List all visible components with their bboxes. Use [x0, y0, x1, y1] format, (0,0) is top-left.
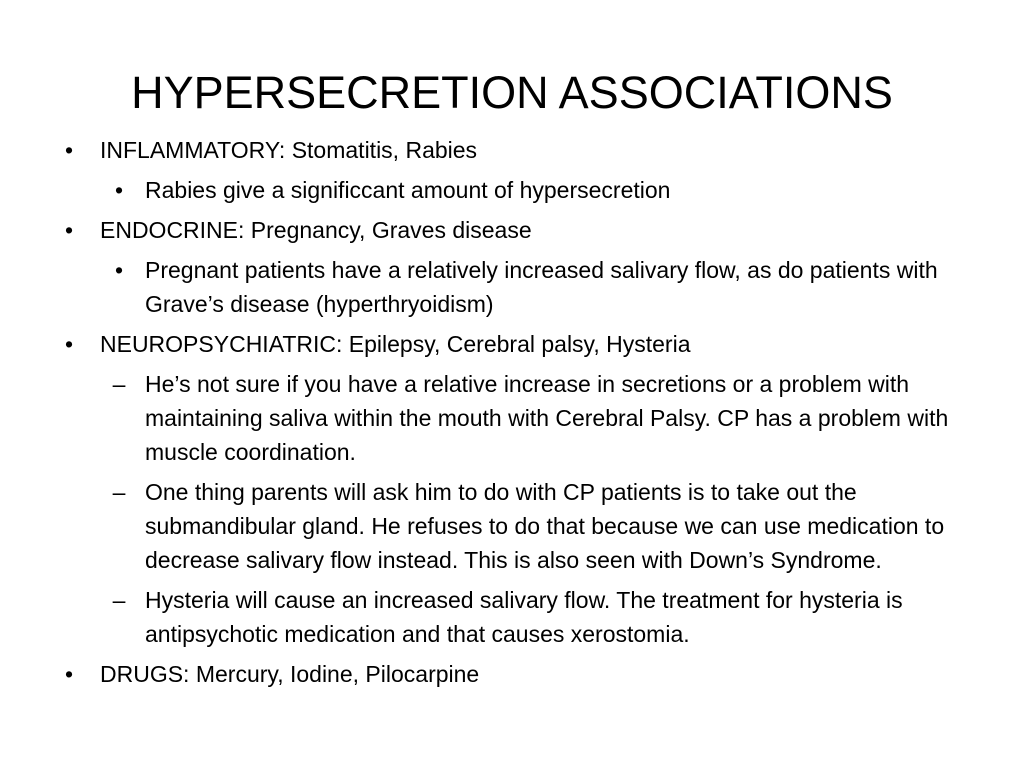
bullet-marker: •	[64, 661, 74, 687]
dash-marker: –	[112, 371, 126, 397]
bullet-text: Rabies give a significcant amount of hypersecretion	[145, 177, 671, 203]
bullet-text: One thing parents will ask him to do with CP patients is to take out the submandibular gland. He refuses to do that because we can use medication to decrease salivary flow instead. This is also seen with Down’s Syndrome.	[145, 479, 945, 573]
bullet-text: ENDOCRINE: Pregnancy, Graves disease	[100, 217, 532, 243]
bullet-item	[0, 583, 960, 651]
bullet-item	[0, 253, 960, 321]
bullet-item	[0, 475, 960, 577]
dash-marker: –	[112, 479, 126, 505]
bullet-text: INFLAMMATORY: Stomatitis, Rabies	[100, 137, 478, 163]
bullet-text: He’s not sure if you have a relative increase in secretions or a problem with maintaining saliva within the mouth with Cerebral Palsy. CP has a problem with muscle coordination.	[145, 371, 949, 465]
bullet-text: NEUROPSYCHIATRIC: Epilepsy, Cerebral palsy, Hysteria	[100, 331, 691, 357]
bullet-marker: •	[64, 137, 74, 163]
bullet-item	[0, 173, 960, 207]
bullet-item	[0, 327, 970, 361]
dash-marker: –	[112, 587, 126, 613]
bullet-text: Pregnant patients have a relatively increased salivary flow, as do patients with Grave’s disease (hyperthryoidism)	[145, 257, 938, 317]
bullet-text: DRUGS: Mercury, Iodine, Pilocarpine	[100, 661, 480, 687]
bullet-item	[0, 133, 970, 167]
bullet-marker: •	[114, 177, 124, 203]
bullet-item	[0, 367, 960, 469]
bullet-list	[0, 133, 1024, 691]
bullet-item	[0, 213, 970, 247]
bullet-text: Hysteria will cause an increased salivary flow. The treatment for hysteria is antipsychotic medication and that causes xerostomia.	[145, 587, 903, 647]
bullet-item	[0, 657, 970, 691]
slide-title: HYPERSECRETION ASSOCIATIONS	[131, 67, 893, 118]
bullet-marker: •	[64, 331, 74, 357]
bullet-marker: •	[64, 217, 74, 243]
bullet-marker: •	[114, 257, 124, 283]
